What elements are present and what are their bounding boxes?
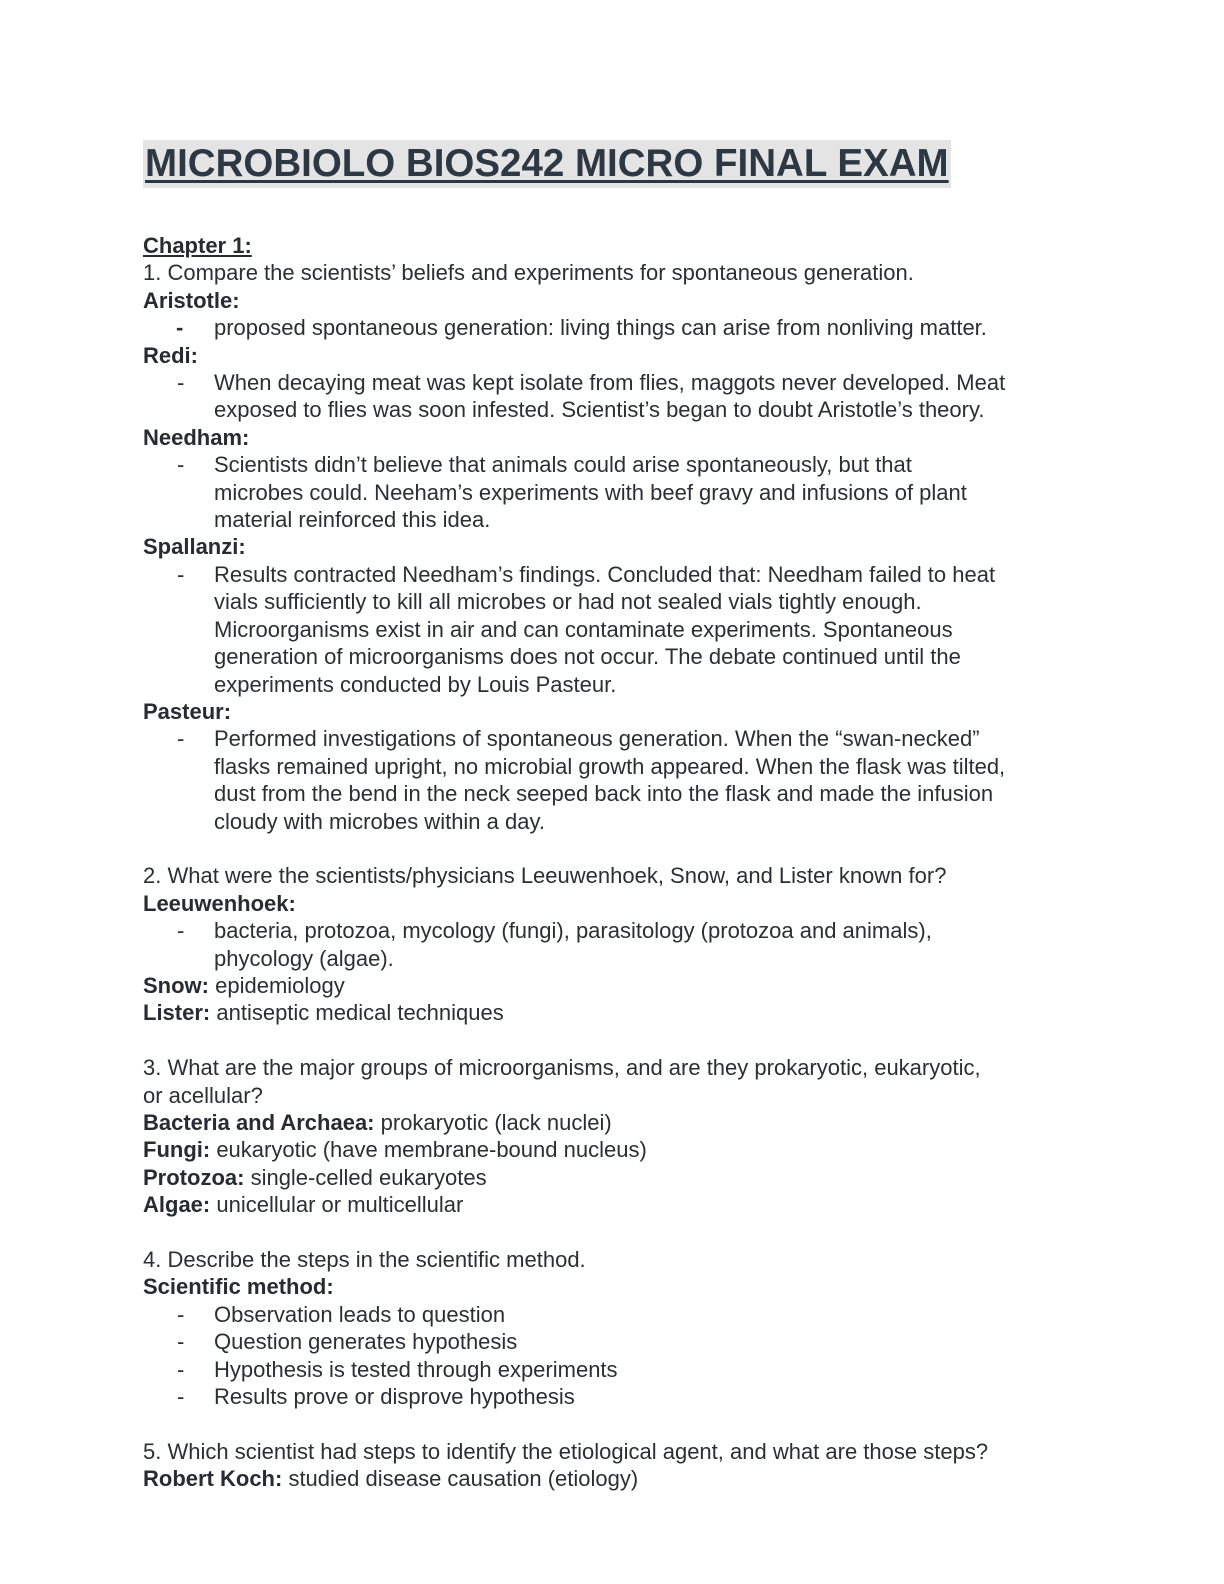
bullet-text-line: material reinforced this idea.: [214, 507, 491, 533]
bullet-text-line: vials sufficiently to kill all microbes or had not sealed vials tightly enough.: [214, 589, 922, 615]
bullet-marker: -: [177, 1329, 185, 1355]
chapter-heading: Chapter 1:: [143, 233, 252, 258]
aristotle-heading: Aristotle:: [143, 287, 240, 313]
redi-bullet-item: [143, 369, 1103, 424]
bullet-marker: -: [177, 1384, 185, 1410]
bullet-marker: -: [177, 370, 185, 396]
bullet-text-line: generation of microorganisms does not occur. The debate continued until the: [214, 644, 961, 670]
fungi-line: Fungi: eukaryotic (have membrane-bound nucleus): [143, 1137, 647, 1163]
bullet-marker: -: [177, 561, 185, 587]
bullet-text-line: Results contracted Needham’s findings. Concluded that: Needham failed to heat: [214, 561, 996, 587]
bullet-text-line: When decaying meat was kept isolate from flies, maggots never developed. Meat: [214, 370, 1006, 396]
bullet-text-line: Microorganisms exist in air and can contaminate experiments. Spontaneous: [214, 616, 953, 642]
pasteur-heading: Pasteur:: [143, 698, 232, 724]
bullet-text-line: Hypothesis is tested through experiments: [214, 1356, 618, 1382]
bullet-text-line: Question generates hypothesis: [214, 1329, 518, 1355]
leeuwenhoek-bullet-item: [143, 917, 1103, 972]
bullet-marker: -: [177, 726, 185, 752]
redi-heading: Redi:: [143, 342, 198, 368]
method-step-item: [143, 1383, 1103, 1410]
question-5: 5. Which scientist had steps to identify the etiological agent, and what are those steps?: [143, 1438, 989, 1464]
question-1: 1. Compare the scientists’ beliefs and experiments for spontaneous generation.: [143, 260, 914, 286]
method-step-item: [143, 1356, 1103, 1383]
method-step-item: [143, 1301, 1103, 1328]
bullet-text-line: phycology (algae).: [214, 945, 394, 971]
spallanzi-heading: Spallanzi:: [143, 534, 246, 560]
bullet-text-line: Observation leads to question: [214, 1301, 506, 1327]
algae-line: Algae: unicellular or multicellular: [143, 1192, 464, 1218]
needham-heading: Needham:: [143, 424, 250, 450]
bullet-text-line: Scientists didn’t believe that animals could arise spontaneously, but that: [214, 452, 912, 478]
method-step-item: [143, 1328, 1103, 1355]
bullet-text-line: bacteria, protozoa, mycology (fungi), parasitology (protozoa and animals),: [214, 918, 932, 944]
aristotle-bullet-item: [143, 314, 1103, 341]
protozoa-line: Protozoa: single-celled eukaryotes: [143, 1164, 487, 1190]
bullet-text-line: cloudy with microbes within a day.: [214, 808, 545, 834]
bullet-text-line: Results prove or disprove hypothesis: [214, 1384, 575, 1410]
bullet-text-line: flasks remained upright, no microbial growth appeared. When the flask was tilted,: [214, 753, 1006, 779]
koch-line: Robert Koch: studied disease causation (etiology): [143, 1466, 639, 1492]
bullet-marker: -: [177, 1356, 185, 1382]
bullet-marker: -: [176, 315, 184, 341]
bacteria-line: Bacteria and Archaea: prokaryotic (lack nuclei): [143, 1109, 612, 1135]
question-2: 2. What were the scientists/physicians Leeuwenhoek, Snow, and Lister known for?: [143, 863, 947, 889]
needham-bullet-item: [143, 451, 1103, 533]
scientific-method-heading: Scientific method:: [143, 1274, 334, 1300]
bullet-marker: -: [177, 918, 185, 944]
bullet-marker: -: [177, 452, 185, 478]
snow-line: Snow: epidemiology: [143, 972, 345, 998]
document-page: [143, 140, 1103, 1493]
leeuwenhoek-heading: Leeuwenhoek:: [143, 890, 296, 916]
question-4: 4. Describe the steps in the scientific method.: [143, 1246, 586, 1272]
bullet-text-line: dust from the bend in the neck seeped back into the flask and made the infusion: [214, 781, 994, 807]
bullet-text-line: proposed spontaneous generation: living things can arise from nonliving matter.: [214, 315, 987, 341]
spallanzi-bullet-item: [143, 561, 1103, 698]
bullet-text-line: experiments conducted by Louis Pasteur.: [214, 671, 617, 697]
bullet-text-line: Performed investigations of spontaneous generation. When the “swan-necked”: [214, 726, 980, 752]
question-3-line: or acellular?: [143, 1082, 263, 1108]
lister-line: Lister: antiseptic medical techniques: [143, 1000, 504, 1026]
bullet-text-line: microbes could. Neeham’s experiments with beef gravy and infusions of plant: [214, 479, 967, 505]
bullet-marker: -: [177, 1301, 185, 1327]
document-title: MICROBIOLO BIOS242 MICRO FINAL EXAM: [143, 140, 951, 188]
pasteur-bullet-item: [143, 725, 1103, 835]
question-3-line: 3. What are the major groups of microorganisms, and are they prokaryotic, eukaryotic,: [143, 1055, 981, 1081]
bullet-text-line: exposed to flies was soon infested. Scientist’s began to doubt Aristotle’s theory.: [214, 397, 985, 423]
